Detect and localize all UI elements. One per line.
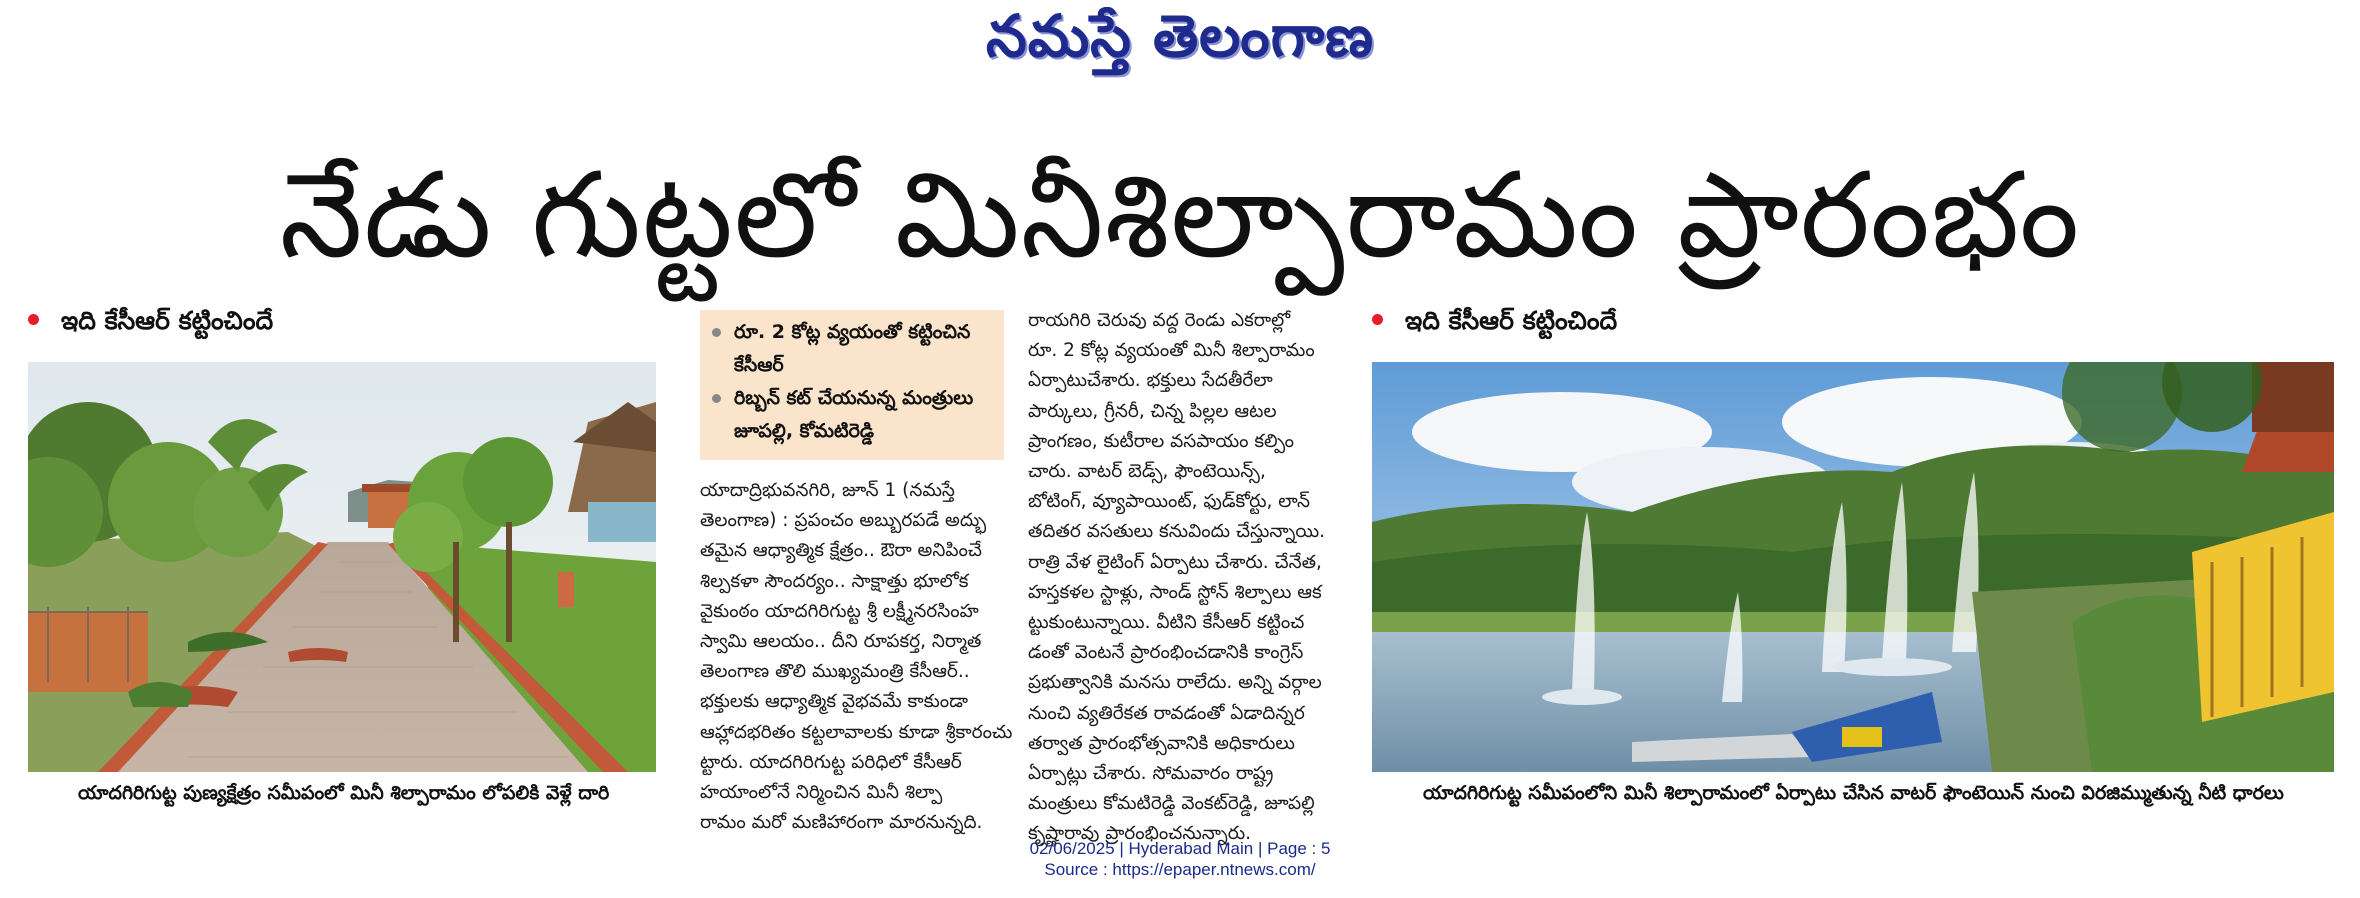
article-line: ఏర్పాటుచేశారు. భక్తులు సేదతీరేలా [1028, 370, 1273, 392]
article-line: హస్తకళల స్టాళ్లు, సాండ్ స్టోన్ శిల్పాలు ఆక [1028, 581, 1322, 603]
headline: నేడు గుట్టలో మినీశిల్పారామం ప్రారంభం [279, 146, 2081, 284]
article-line: రూ. 2 కోట్ల వ్యయంతో మినీ శిల్పారామం [1028, 340, 1315, 362]
article-line: కృష్ణారావు ప్రారంభించనున్నారు. [1028, 823, 1251, 845]
highlight-item [712, 316, 992, 382]
article-line: రాత్రి వేళ లైటింగ్ ఏర్పాటు చేశారు. చేనేత, [1028, 551, 1322, 573]
article-line: ట్టుకుంటున్నాయి. వీటిని కేసీఆర్ కట్టించ [1028, 612, 1305, 634]
article-line: భక్తులకు ఆధ్యాత్మిక వైభవమే కాకుండా [700, 691, 969, 713]
article-line: ట్టారు. యాదగిరిగుట్ట పరిధిలో కేసీఆర్ [700, 751, 962, 773]
kicker-right-text: ఇది కేసీఆర్ కట్టించిందే [1405, 306, 1618, 335]
edition-info: 02/06/2025 | Hyderabad Main | Page : 5 [1029, 839, 1331, 858]
source-link[interactable]: Source : https://epaper.ntnews.com/ [1044, 860, 1316, 879]
article-line: పార్కులు, గ్రీనరీ, చిన్న పిల్లల ఆటల [1028, 400, 1277, 422]
caption-right: యాదగిరిగుట్ట సమీపంలోని మినీ శిల్పారామంలో ఏర్పాటు చేసిన వాటర్ ఫౌంటెయిన్ నుంచి విరజిమ్ముతున్న నీటి ధారలు [1423, 782, 2284, 804]
article-line: రాయగిరి చెరువు వద్ద రెండు ఎకరాల్లో [1028, 310, 1291, 331]
kicker-left-text: ఇది కేసీఆర్ కట్టించిందే [61, 306, 274, 335]
article-line: ప్రాంగణం, కుటీరాల వసపాయం కల్పిం [1028, 430, 1295, 452]
photo-garden-pathway [28, 362, 656, 772]
article-line: హయాంలోనే నిర్మించిన మినీ శిల్పా [700, 782, 943, 804]
red-bullet-icon [28, 314, 39, 325]
article-line: తదితర వసతులు కనువిందు చేస్తున్నాయి. [1028, 521, 1326, 543]
bullet-icon [712, 328, 721, 337]
red-bullet-icon [1372, 314, 1383, 325]
kicker-right [1372, 306, 1617, 342]
article-line: తర్వాత ప్రారంభోత్సవానికి అధికారులు [1028, 732, 1295, 754]
article-column-1 [700, 476, 1013, 838]
newspaper-masthead [0, 2, 2360, 85]
article-line: ఆహ్లాదభరితం కట్టలావాలకు కూడా శ్రీకారంచు [700, 721, 1013, 743]
article-line: తెలంగాణ) : ప్రపంచం అబ్బురపడే అద్భు [700, 510, 987, 532]
caption-left: యాదగిరిగుట్ట పుణ్యక్షేత్రం సమీపంలో మినీ శిల్పారామం లోపలికి వెళ్లే దారి [78, 782, 610, 804]
article-line: మంత్రులు కోమటిరెడ్డి వెంకట్‌రెడ్డి, జూపల్లి [1028, 793, 1315, 815]
article-line: బోటింగ్, వ్యూపాయింట్, ఫుడ్‌కోర్టు, లాన్ [1028, 491, 1310, 513]
page-footer [0, 838, 2360, 880]
article-line: స్వామి ఆలయం.. దీని రూపకర్త, నిర్మాత [700, 631, 982, 653]
masthead-logo-text: నమస్తే తెలంగాణ [986, 2, 1374, 70]
article-line: చారు. వాటర్ బెడ్స్, ఫౌంటెయిన్స్, [1028, 461, 1266, 483]
highlight-text: రిబ్బన్ కట్ చేయనున్న మంత్రులు జూపల్లి, కోమటిరెడ్డి [734, 387, 974, 442]
article-line: డంతో వెంటనే ప్రారంభించడానికి కాంగ్రెస్ [1028, 642, 1304, 664]
kicker-left [28, 306, 273, 342]
article-line: వైకుంఠం యాదగిరిగుట్ట శ్రీ లక్ష్మీనరసింహ [700, 600, 979, 622]
article-line: ప్రభుత్వానికి మనసు రాలేదు. అన్ని వర్గాల [1028, 672, 1322, 694]
article-line: నుంచి వ్యతిరేకత రావడంతో ఏడాదిన్నర [1028, 702, 1305, 724]
article-line: తమైన ఆధ్యాత్మిక క్షేత్రం.. ఔరా అనిపించే [700, 540, 982, 562]
highlights-box [700, 310, 1004, 460]
article-line: ఏర్పాట్లు చేశారు. సోమవారం రాష్ట్ర [1028, 763, 1274, 785]
highlight-text: రూ. 2 కోట్ల వ్యయంతో కట్టించిన కేసీఆర్ [734, 321, 971, 376]
article-line: శిల్పకళా సౌందర్యం.. సాక్షాత్తు భూలోక [700, 570, 969, 592]
highlight-item [712, 382, 992, 448]
article-line: తెలంగాణ తొలి ముఖ్యమంత్రి కేసీఆర్.. [700, 661, 970, 683]
article-line: రామం మరో మణిహారంగా మారనున్నది. [700, 812, 983, 834]
photo-water-fountain [1372, 362, 2334, 772]
article-line: యాదాద్రిభువనగిరి, జూన్ 1 (నమస్తే [700, 480, 955, 501]
bullet-icon [712, 394, 721, 403]
article-column-2 [1028, 306, 1346, 850]
